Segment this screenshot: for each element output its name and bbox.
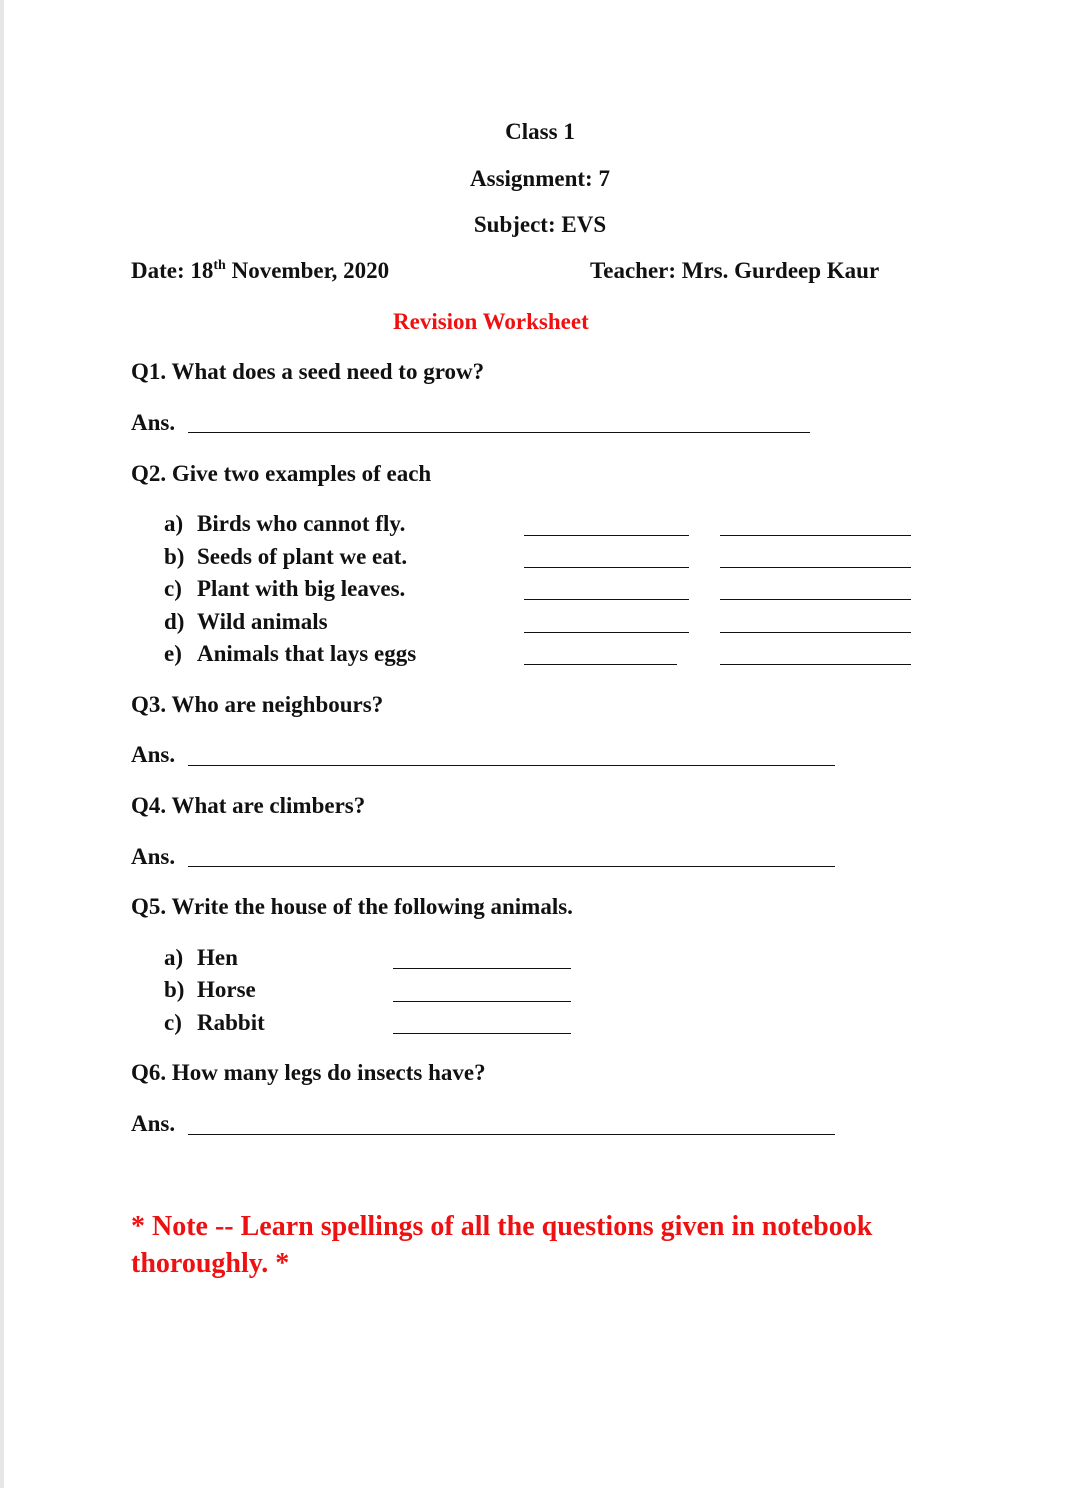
q5-b-blank[interactable] [393, 1001, 571, 1002]
q2-item-text: Wild animals [197, 609, 328, 634]
q2-item-text: Animals that lays eggs [197, 641, 417, 666]
q3-answer-line[interactable] [188, 765, 835, 766]
question-2: Q2. Give two examples of each [131, 461, 432, 486]
date-prefix: Date: 18 [131, 258, 214, 283]
question-4: Q4. What are climbers? [131, 793, 366, 818]
q2-d-blank-2[interactable] [720, 632, 911, 633]
q2-item-a [164, 510, 405, 538]
q5-item-label: b) [164, 977, 185, 1002]
class-label: Class 1 [505, 119, 575, 144]
q2-item-e [164, 640, 416, 668]
teacher-label: Teacher: Mrs. Gurdeep Kaur [590, 258, 880, 283]
question-3: Q3. Who are neighbours? [131, 692, 384, 717]
q5-item-label: c) [164, 1010, 182, 1035]
date-superscript: th [213, 258, 226, 273]
subject-label: Subject: EVS [473, 212, 607, 237]
q2-item-text: Birds who cannot fly. [197, 511, 406, 536]
q2-e-blank-2[interactable] [720, 664, 911, 665]
q1-answer-label: Ans. [131, 410, 176, 435]
q5-item-b [164, 976, 256, 1004]
question-6: Q6. How many legs do insects have? [131, 1060, 486, 1085]
q2-a-blank-1[interactable] [524, 535, 689, 536]
q2-item-label: e) [164, 641, 182, 666]
q5-item-text: Hen [197, 945, 238, 970]
worksheet-title: Revision Worksheet [393, 309, 589, 334]
q2-item-label: b) [164, 544, 185, 569]
q2-item-text: Plant with big leaves. [197, 576, 406, 601]
q2-item-b [164, 543, 407, 571]
q2-item-label: a) [164, 511, 184, 536]
q5-item-c [164, 1009, 265, 1037]
q3-answer-label: Ans. [131, 742, 176, 767]
question-1: Q1. What does a seed need to grow? [131, 359, 485, 384]
q5-item-text: Horse [197, 977, 256, 1002]
q2-e-blank-1[interactable] [524, 664, 677, 665]
q4-answer-label: Ans. [131, 844, 176, 869]
q2-b-blank-1[interactable] [524, 567, 689, 568]
q6-answer-label: Ans. [131, 1111, 176, 1136]
date-suffix: November, 2020 [225, 258, 390, 283]
question-5: Q5. Write the house of the following animals. [131, 894, 573, 919]
q5-a-blank[interactable] [393, 968, 571, 969]
q1-answer-line[interactable] [188, 432, 810, 433]
q2-item-label: d) [164, 609, 185, 634]
q5-item-a [164, 944, 238, 972]
q2-d-blank-1[interactable] [524, 632, 689, 633]
spelling-note: * Note -- Learn spellings of all the questions given in notebook thoroughly. * [131, 1211, 873, 1279]
q2-item-text: Seeds of plant we eat. [197, 544, 408, 569]
q2-item-label: c) [164, 576, 182, 601]
q2-c-blank-2[interactable] [720, 599, 911, 600]
q5-item-text: Rabbit [197, 1010, 265, 1035]
q5-c-blank[interactable] [393, 1033, 571, 1034]
q5-item-label: a) [164, 945, 184, 970]
q2-item-d [164, 608, 328, 636]
q2-c-blank-1[interactable] [524, 599, 689, 600]
q4-answer-line[interactable] [188, 866, 835, 867]
date-label [131, 257, 389, 285]
q2-item-c [164, 575, 405, 603]
assignment-label: Assignment: 7 [470, 166, 610, 191]
q2-b-blank-2[interactable] [720, 567, 911, 568]
q2-a-blank-2[interactable] [720, 535, 911, 536]
q6-answer-line[interactable] [188, 1134, 835, 1135]
